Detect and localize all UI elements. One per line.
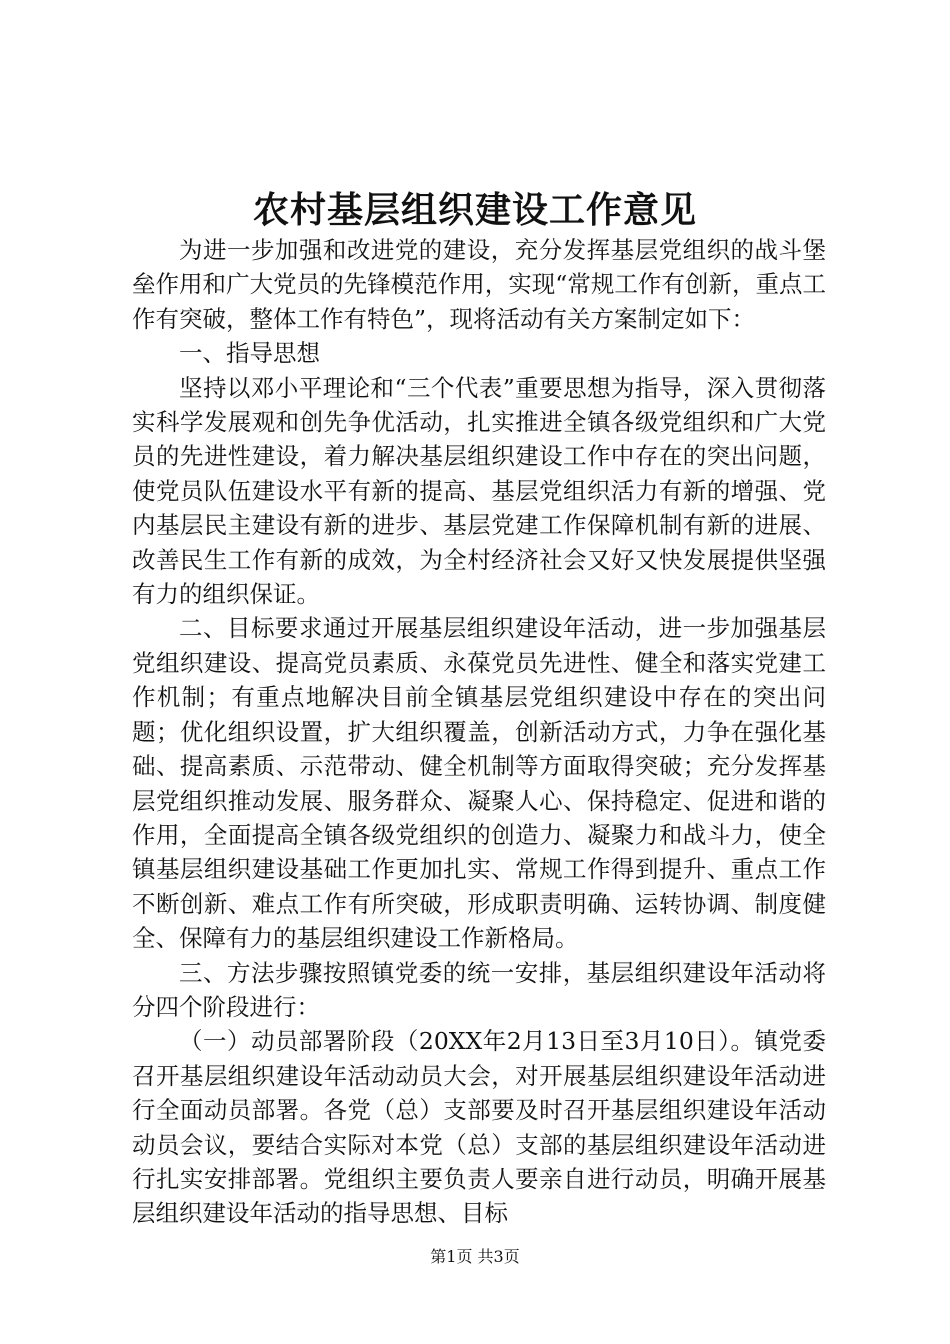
heading-guiding-ideology: 一、指导思想 bbox=[179, 339, 320, 368]
paragraph-goals: 二、目标要求通过开展基层组织建设年活动，进一步加强基层党组织建设、提高党员素质、永葆党员先进性、健全和落实党建工作机制；有重点地解决目前全镇基层党组织建设中存在的突出问题；优化组织设置，扩大组织覆盖，创新活动方式，力争在强化基础、提高素质、示范带动、健全机制等方面取得突破；充分发挥基层党组织推动发展、服务群众、凝聚人心、保持稳定、促进和谐的作用，全面提高全镇各级党组织的创造力、凝聚力和战斗力，使全镇基层组织建设基础工作更加扎实、常规工作得到提升、重点工作不断创新、难点工作有所突破，形成职责明确、运转协调、制度健全、保障有力的基层组织建设工作新格局。 bbox=[132, 614, 826, 953]
paragraph-methods: 三、方法步骤按照镇党委的统一安排，基层组织建设年活动将分四个阶段进行： bbox=[132, 958, 826, 1021]
paragraph-guiding-ideology: 坚持以邓小平理论和“三个代表”重要思想为指导，深入贯彻落实科学发展观和创先争优活动，扎实推进全镇各级党组织和广大党员的先进性建设，着力解决基层组织建设工作中存在的突出问题，使党员队伍建设水平有新的提高、基层党组织活力有新的增强、党内基层民主建设有新的进步、基层党建工作保障机制有新的进展、改善民生工作有新的成效，为全村经济社会又好又快发展提供坚强有力的组织保证。 bbox=[132, 373, 826, 609]
document-body bbox=[132, 233, 826, 1231]
paragraph-intro: 为进一步加强和改进党的建设，充分发挥基层党组织的战斗堡垒作用和广大党员的先锋模范作用，实现“常规工作有创新，重点工作有突破，整体工作有特色”，现将活动有关方案制定如下： bbox=[132, 236, 826, 333]
paragraph-stage-one: （一）动员部署阶段（20XX年2月13日至3月10日）。镇党委召开基层组织建设年活动动员大会，对开展基层组织建设年活动进行全面动员部署。各党（总）支部要及时召开基层组织建设年活动动员会议，要结合实际对本党（总）支部的基层组织建设年活动进行扎实安排部署。党组织主要负责人要亲自进行动员，明确开展基层组织建设年活动的指导思想、目标 bbox=[132, 1027, 826, 1228]
document-title: 农村基层组织建设工作意见 bbox=[252, 189, 697, 231]
page-footer: 第1页 共3页 bbox=[430, 1247, 520, 1266]
